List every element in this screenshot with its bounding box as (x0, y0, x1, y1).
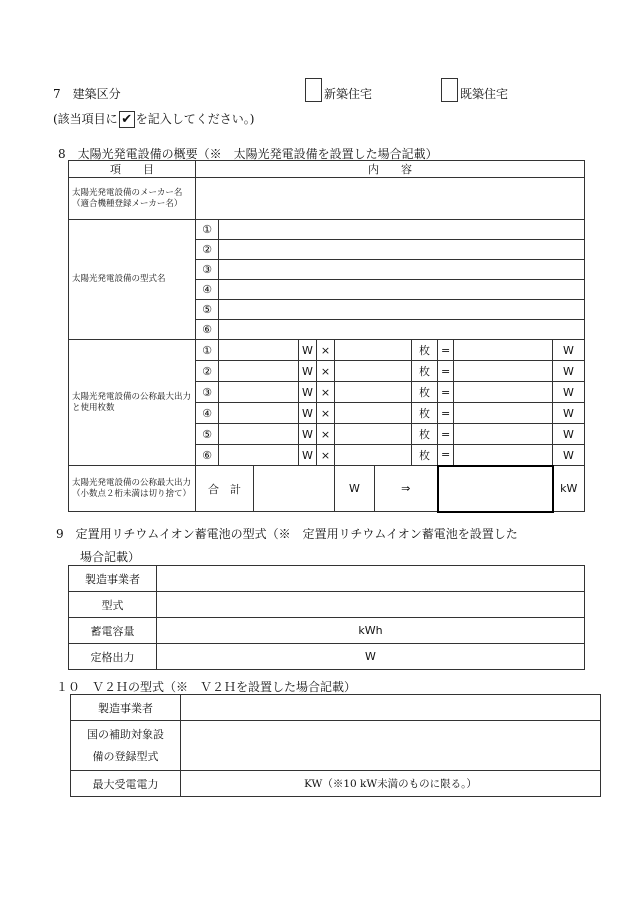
battery-output-input[interactable]: W (157, 644, 585, 670)
output-watt-input[interactable] (219, 361, 299, 382)
model-num: ② (196, 240, 219, 260)
output-num: ② (196, 361, 219, 382)
checkbox-existing-house[interactable] (441, 78, 458, 102)
v2h-reg-input[interactable] (181, 721, 601, 771)
output-result-input[interactable] (454, 424, 553, 445)
output-watt-input[interactable] (219, 424, 299, 445)
maker-label: 太陽光発電設備のメーカー名（適合機種登録メーカー名） (69, 178, 196, 220)
v2h-reg-label (71, 721, 181, 771)
output-result-input[interactable] (454, 445, 553, 466)
v2h-maker-label: 製造事業者 (71, 695, 181, 721)
equals-sign: = (438, 403, 454, 424)
times-sign: × (317, 424, 335, 445)
check-instruction (53, 110, 254, 128)
output-result-input[interactable] (454, 403, 553, 424)
equals-sign: = (438, 361, 454, 382)
watt-unit: W (553, 340, 585, 361)
equals-sign: = (438, 424, 454, 445)
sheets-unit: 枚 (412, 445, 438, 466)
output-watt-input[interactable] (219, 382, 299, 403)
equals-sign: = (438, 445, 454, 466)
times-sign: × (317, 403, 335, 424)
maker-input[interactable] (196, 178, 585, 220)
v2h-maker-input[interactable] (181, 695, 601, 721)
model-num: ① (196, 220, 219, 240)
watt-unit: W (299, 445, 317, 466)
battery-capacity-label: 蓄電容量 (69, 618, 157, 644)
kw-unit: kW (553, 466, 585, 512)
model-num: ④ (196, 280, 219, 300)
watt-unit: W (299, 424, 317, 445)
watt-unit: W (299, 361, 317, 382)
output-watt-input[interactable] (219, 445, 299, 466)
output-count-input[interactable] (335, 403, 412, 424)
check-mark-icon: ✔ (119, 111, 135, 128)
arrow-icon: ⇒ (375, 466, 438, 512)
battery-model-label: 型式 (69, 592, 157, 618)
battery-model-input[interactable] (157, 592, 585, 618)
col-item-header: 項 目 (69, 161, 196, 178)
label-existing-house: 既築住宅 (460, 87, 509, 101)
watt-unit: W (299, 382, 317, 403)
watt-unit: W (553, 445, 585, 466)
model-num: ③ (196, 260, 219, 280)
sheets-unit: 枚 (412, 382, 438, 403)
battery-output-label: 定格出力 (69, 644, 157, 670)
battery-table (68, 565, 585, 670)
v2h-power-label: 最大受電電力 (71, 771, 181, 797)
v2h-reg-label-line1: 国の補助対象設 (87, 727, 164, 741)
watt-unit: W (553, 361, 585, 382)
model-input[interactable] (219, 280, 585, 300)
output-result-input[interactable] (454, 340, 553, 361)
output-count-input[interactable] (335, 361, 412, 382)
checkbox-new-house[interactable] (305, 78, 322, 102)
output-watt-input[interactable] (219, 340, 299, 361)
output-result-input[interactable] (454, 382, 553, 403)
output-watt-input[interactable] (219, 403, 299, 424)
output-num: ⑤ (196, 424, 219, 445)
battery-maker-input[interactable] (157, 566, 585, 592)
v2h-table (70, 694, 601, 797)
note-prefix: (該当項目に (53, 112, 118, 126)
model-input[interactable] (219, 300, 585, 320)
model-input[interactable] (219, 320, 585, 340)
sheets-unit: 枚 (412, 340, 438, 361)
sheets-unit: 枚 (412, 424, 438, 445)
times-sign: × (317, 382, 335, 403)
model-input[interactable] (219, 220, 585, 240)
watt-unit: W (299, 403, 317, 424)
times-sign: × (317, 445, 335, 466)
model-label: 太陽光発電設備の型式名 (69, 220, 196, 340)
total-kw-input[interactable] (438, 466, 553, 512)
model-num: ⑥ (196, 320, 219, 340)
section-8-title: 8 太陽光発電設備の概要（※ 太陽光発電設備を設置した場合記載） (58, 147, 438, 161)
output-count-input[interactable] (335, 424, 412, 445)
total-text: 合 計 (196, 466, 254, 512)
total-watt-input[interactable] (254, 466, 335, 512)
total-label: 太陽光発電設備の公称最大出力（小数点２桁未満は切り捨て） (69, 466, 196, 512)
sheets-unit: 枚 (412, 361, 438, 382)
watt-unit: W (553, 403, 585, 424)
watt-unit: W (553, 424, 585, 445)
output-num: ⑥ (196, 445, 219, 466)
equals-sign: = (438, 340, 454, 361)
output-count-input[interactable] (335, 340, 412, 361)
watt-unit: W (553, 382, 585, 403)
times-sign: × (317, 340, 335, 361)
sheets-unit: 枚 (412, 403, 438, 424)
output-num: ③ (196, 382, 219, 403)
battery-maker-label: 製造事業者 (69, 566, 157, 592)
output-num: ④ (196, 403, 219, 424)
battery-capacity-input[interactable]: kWh (157, 618, 585, 644)
output-label: 太陽光発電設備の公称最大出力と使用枚数 (69, 340, 196, 466)
equals-sign: = (438, 382, 454, 403)
col-content-header: 内 容 (196, 161, 585, 178)
section-9-title-cont: 場合記載） (80, 550, 141, 564)
output-count-input[interactable] (335, 445, 412, 466)
output-result-input[interactable] (454, 361, 553, 382)
section-7-title: 7 建築区分 (53, 87, 121, 101)
output-num: ① (196, 340, 219, 361)
solar-table (68, 160, 585, 513)
section-10-title: １０ Ｖ２Ｈの型式（※ Ｖ２Ｈを設置した場合記載） (56, 680, 357, 694)
watt-unit: W (299, 340, 317, 361)
model-input[interactable] (219, 260, 585, 280)
times-sign: × (317, 361, 335, 382)
v2h-reg-label-line2: 備の登録型式 (92, 749, 159, 763)
output-count-input[interactable] (335, 382, 412, 403)
section-9-title: 9 定置用リチウムイオン蓄電池の型式（※ 定置用リチウムイオン蓄電池を設置した (56, 527, 518, 541)
total-watt-unit: W (335, 466, 375, 512)
note-suffix: を記入してください。) (135, 112, 255, 126)
v2h-power-value[interactable]: KW（※10 kW未満のものに限る。） (181, 771, 601, 797)
label-new-house: 新築住宅 (324, 87, 373, 101)
model-num: ⑤ (196, 300, 219, 320)
model-input[interactable] (219, 240, 585, 260)
